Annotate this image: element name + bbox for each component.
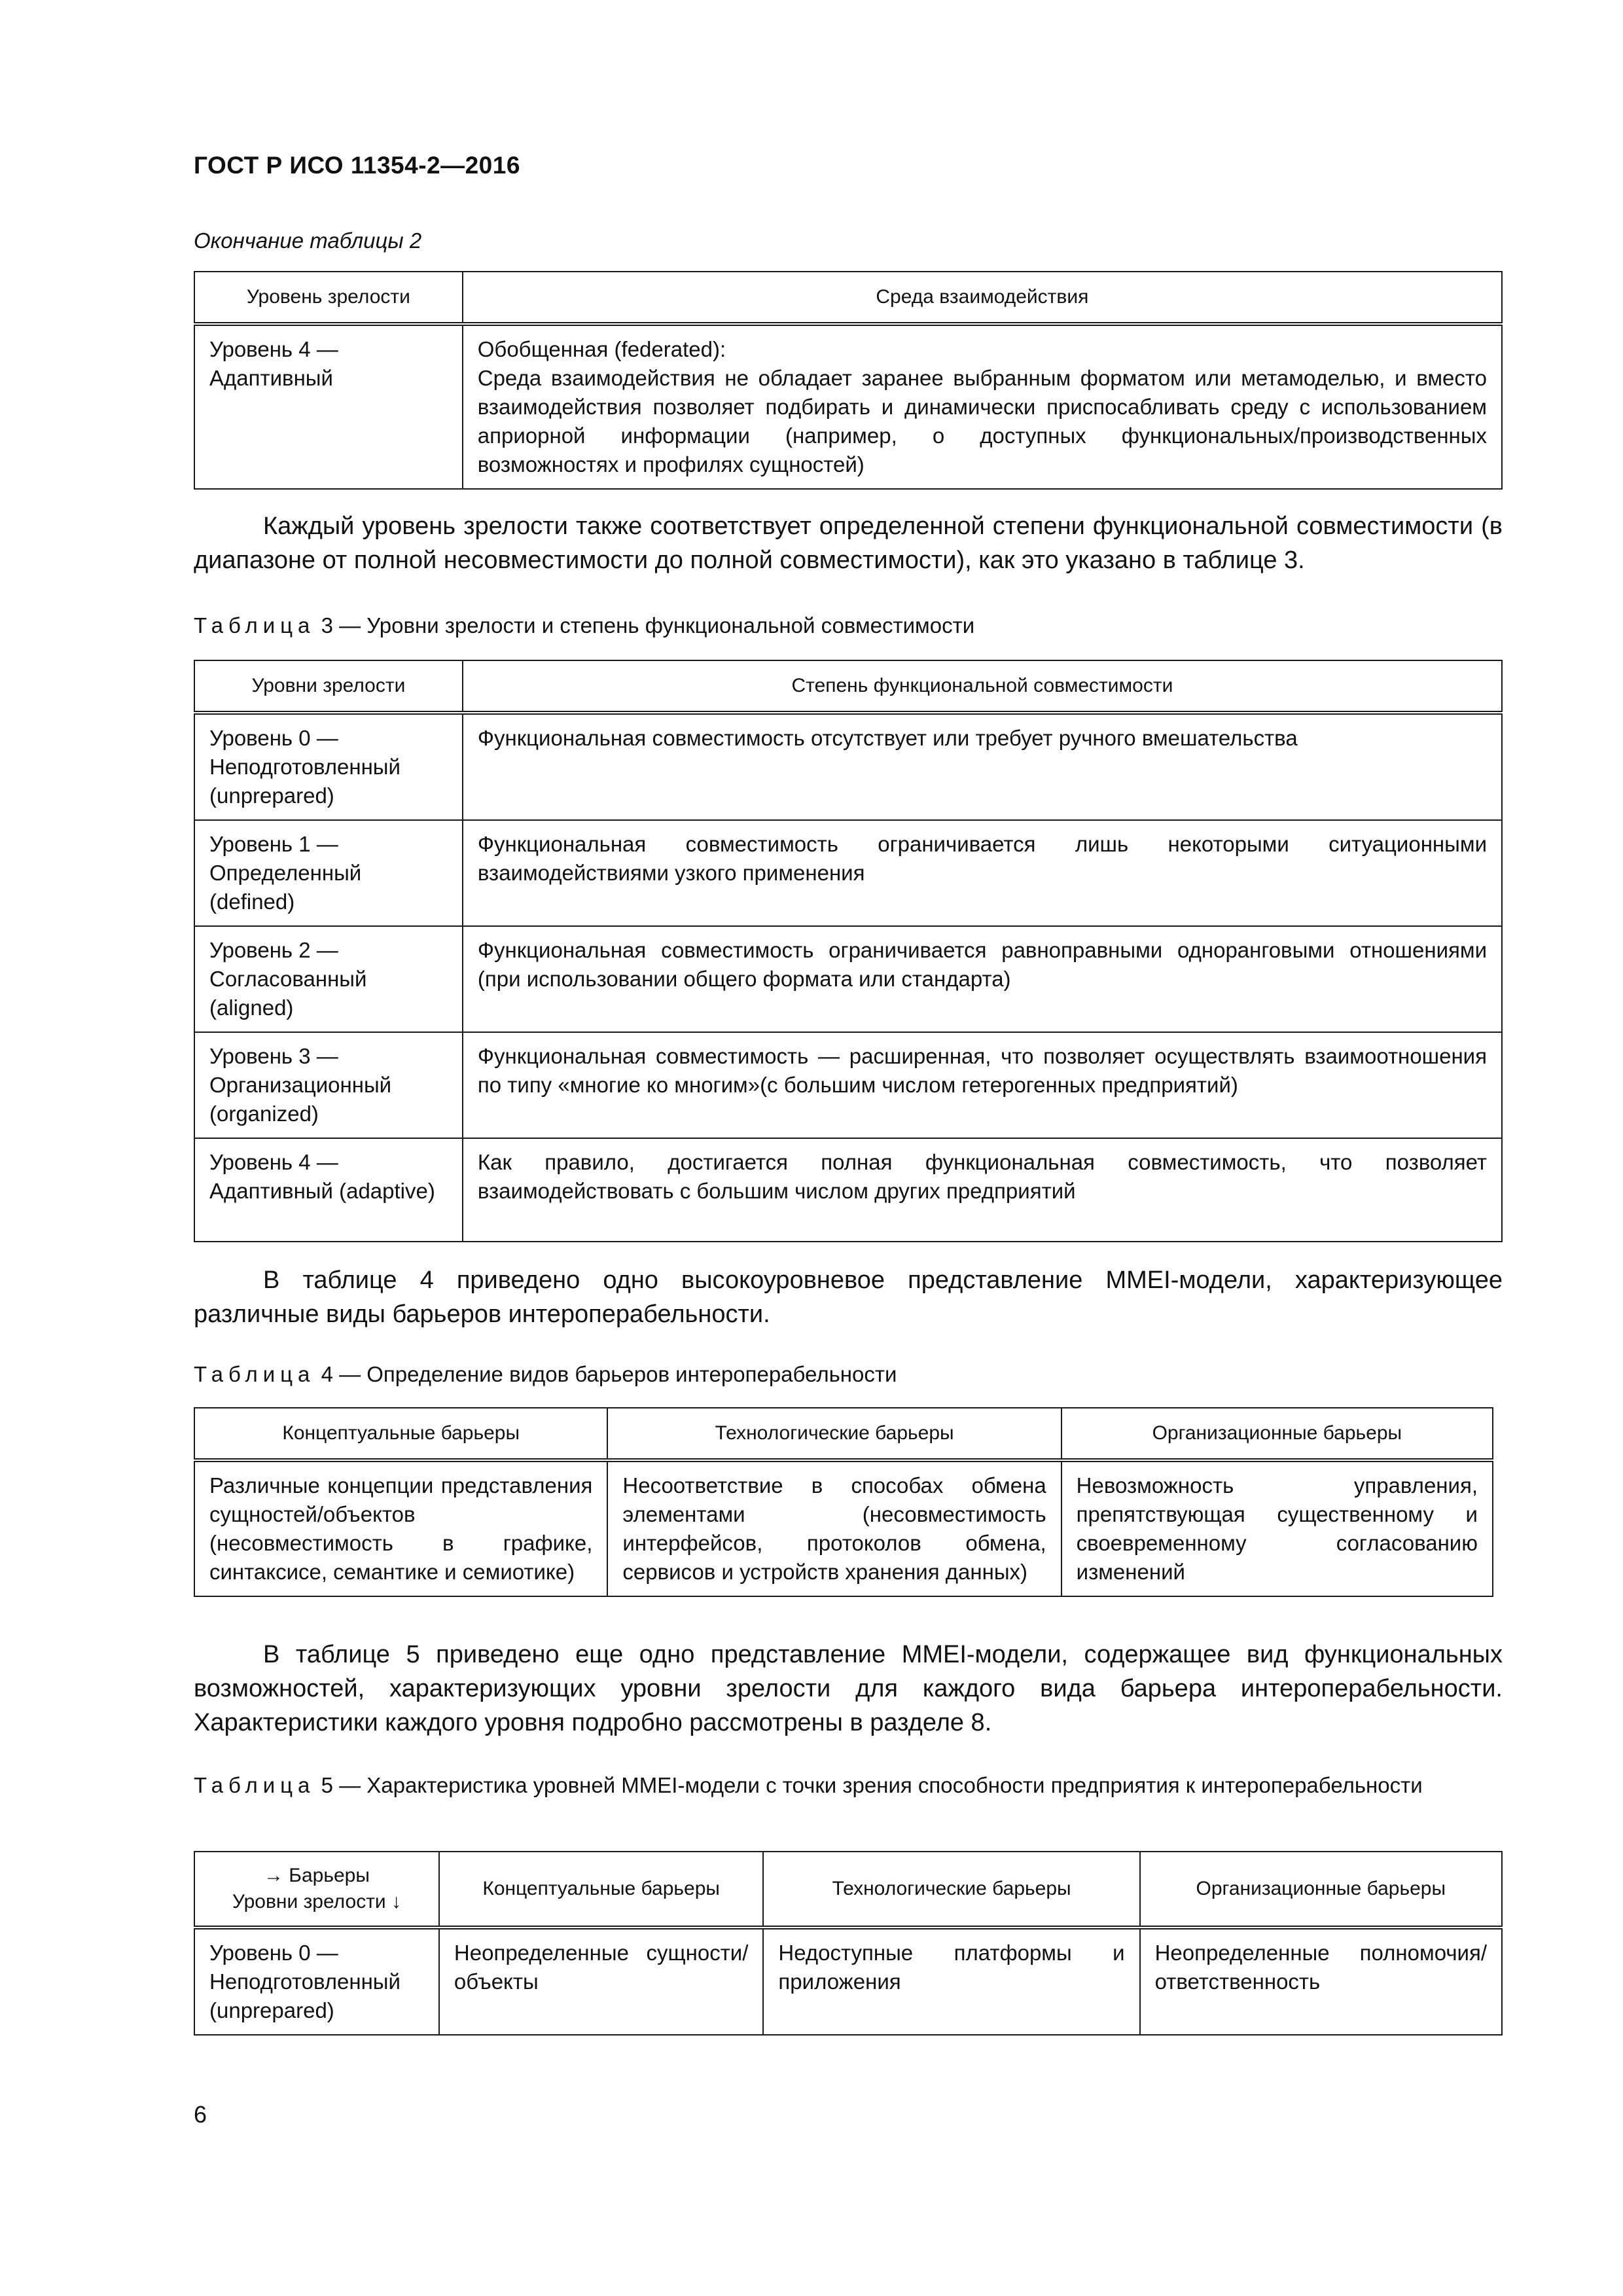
table-row <box>194 324 1502 489</box>
table5-col-technological: Технологические барьеры <box>763 1852 1139 1928</box>
table2-level-cell: Уровень 4 — Адаптивный <box>194 324 463 489</box>
table2-env-title: Обобщенная (federated): <box>477 337 726 361</box>
table4-caption <box>194 1361 897 1388</box>
table3-caption <box>194 613 974 639</box>
table3-label: Таблица <box>194 613 315 637</box>
table5-level-0: Уровень 0 — Неподготовленный (unprepared) <box>194 1928 439 2035</box>
table2-end <box>194 271 1503 490</box>
paragraph-1: Каждый уровень зрелости также соответствует определенной степени функциональной совместимости (в диапазоне от полной несовместимости до полной совместимости), как это указано в таблице 3. <box>194 512 1503 574</box>
table2-col-level: Уровень зрелости <box>194 272 463 324</box>
table5-title: 5 — Характеристика уровней MMEI-модели с точки зрения способности предприятия к интероперабельности <box>321 1773 1423 1797</box>
table4-col-conceptual: Концептуальные барьеры <box>194 1408 607 1460</box>
table2-env-text: Среда взаимодействия не обладает заранее выбранным форматом или метамоделью, и вместо взаимодействия позволяет подбирать и динамически приспосабливать среду с использованием априорной информации (например, о доступных функциональных/производственных возможностях и профилях сущностей) <box>477 366 1487 476</box>
table4-col-technological: Технологические барьеры <box>607 1408 1061 1460</box>
table4-label: Таблица <box>194 1362 315 1386</box>
table-row <box>194 1928 1502 2035</box>
table5-col-conceptual: Концептуальные барьеры <box>439 1852 764 1928</box>
table4-title: 4 — Определение видов барьеров интероперабельности <box>321 1362 897 1386</box>
table5-label: Таблица <box>194 1773 315 1797</box>
table2-env-cell <box>463 324 1502 489</box>
document-header: ГОСТ Р ИСО 11354-2—2016 <box>194 152 520 179</box>
table5 <box>194 1851 1503 2036</box>
table3-level-3: Уровень 3 — Организационный (organized) <box>194 1032 463 1138</box>
table3-level-4: Уровень 4 — Адаптивный (adaptive) <box>194 1138 463 1242</box>
table3 <box>194 660 1503 1242</box>
table3-desc-1: Функциональная совместимость ограничивается лишь некоторыми ситуационными взаимодействиями узкого применения <box>463 820 1502 926</box>
table3-level-2: Уровень 2 — Согласованный (aligned) <box>194 926 463 1032</box>
table-row <box>194 820 1502 926</box>
table3-col-level: Уровни зрелости <box>194 660 463 713</box>
table2-caption: Окончание таблицы 2 <box>194 228 422 253</box>
table3-desc-0: Функциональная совместимость отсутствует или требует ручного вмешательства <box>463 713 1502 820</box>
table-row <box>194 1460 1493 1596</box>
paragraph-3: В таблице 5 приведено еще одно представление MMEI-модели, содержащее вид функциональных возможностей, характеризующих уровни зрелости для каждого вида барьера интероперабельности. Характеристики каждого уровня подробно рассмотрены в разделе 8. <box>194 1641 1503 1736</box>
table5-cell-technological: Недоступные платформы и приложения <box>763 1928 1139 2035</box>
table4-col-organizational: Организационные барьеры <box>1061 1408 1493 1460</box>
table5-cell-organizational: Неопределенные полномочия/ответственность <box>1140 1928 1502 2035</box>
table-row <box>194 1138 1502 1242</box>
table4-cell-conceptual: Различные концепции представления сущностей/объектов (несовместимость в графике, синтаксисе, семантике и семиотике) <box>194 1460 607 1596</box>
table5-corner-bottom: Уровни зрелости ↓ <box>232 1891 402 1912</box>
table-row <box>194 926 1502 1032</box>
table3-level-0: Уровень 0 — Неподготовленный (unprepared) <box>194 713 463 820</box>
table3-title: 3 — Уровни зрелости и степень функциональной совместимости <box>321 613 975 637</box>
table4 <box>194 1407 1493 1597</box>
table3-col-degree: Степень функциональной совместимости <box>463 660 1502 713</box>
page-number: 6 <box>194 2101 207 2128</box>
paragraph-2: В таблице 4 приведено одно высокоуровневое представление MMEI-модели, характеризующее различные виды барьеров интероперабельности. <box>194 1266 1503 1328</box>
table5-corner-top: → Барьеры <box>263 1865 370 1886</box>
table3-desc-4: Как правило, достигается полная функциональная совместимость, что позволяет взаимодействовать с большим числом других предприятий <box>463 1138 1502 1242</box>
table-row <box>194 713 1502 820</box>
table5-cell-conceptual: Неопределенные сущности/объекты <box>439 1928 764 2035</box>
table5-corner-cell <box>194 1852 439 1928</box>
table3-desc-2: Функциональная совместимость ограничивается равноправными одноранговыми отношениями (при использовании общего формата или стандарта) <box>463 926 1502 1032</box>
table4-cell-technological: Несоответствие в способах обмена элементами (несовместимость интерфейсов, протоколов обмена, сервисов и устройств хранения данных) <box>607 1460 1061 1596</box>
table5-caption <box>194 1772 1503 1799</box>
table2-col-env: Среда взаимодействия <box>463 272 1502 324</box>
table-row <box>194 1032 1502 1138</box>
table5-col-organizational: Организационные барьеры <box>1140 1852 1502 1928</box>
table3-level-1: Уровень 1 — Определенный (defined) <box>194 820 463 926</box>
table3-desc-3: Функциональная совместимость — расширенная, что позволяет осуществлять взаимоотношения по типу «многие ко многим»(с большим числом гетерогенных предприятий) <box>463 1032 1502 1138</box>
table4-cell-organizational: Невозможность управления, препятствующая существенному и своевременному согласованию изменений <box>1061 1460 1493 1596</box>
